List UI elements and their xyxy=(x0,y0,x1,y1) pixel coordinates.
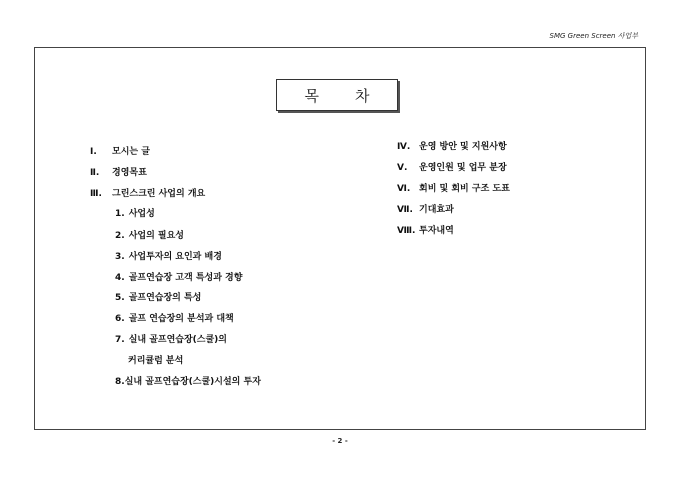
toc-title xyxy=(276,79,398,111)
toc-item: Ⅵ. 회비 및 회비 구조 도표 xyxy=(397,184,510,194)
toc-item: Ⅱ. 경영목표 xyxy=(90,168,147,178)
toc-title-left: 목 xyxy=(304,86,319,105)
toc-subitem: 8.실내 골프연습장(스쿨)시설의 투자 xyxy=(115,377,261,387)
toc-item: Ⅳ. 운영 방안 및 지원사항 xyxy=(397,142,507,152)
toc-subitem: 3. 사업투자의 요인과 배경 xyxy=(115,252,222,262)
page-number: - 2 - xyxy=(332,437,348,445)
toc-subitem: 4. 골프연습장 고객 특성과 경향 xyxy=(115,273,243,283)
toc-subitem-continued: 커리큘럼 분석 xyxy=(128,356,184,366)
toc-item: Ⅴ. 운영인원 및 업무 분장 xyxy=(397,163,507,173)
toc-item: Ⅲ. 그린스크린 사업의 개요 xyxy=(90,189,206,199)
toc-subitem: 2. 사업의 필요성 xyxy=(115,231,184,241)
toc-item: Ⅷ. 투자내역 xyxy=(397,226,454,236)
toc-item: Ⅰ. 모시는 글 xyxy=(90,147,150,157)
page-header: SMG Green Screen 사업부 xyxy=(549,32,638,40)
toc-subitem: 7. 실내 골프연습장(스쿨)의 xyxy=(115,335,227,345)
toc-subitem: 6. 골프 연습장의 분석과 대책 xyxy=(115,314,234,324)
toc-item: Ⅶ. 기대효과 xyxy=(397,205,454,215)
toc-title-right: 차 xyxy=(355,86,370,105)
toc-subitem: 5. 골프연습장의 특성 xyxy=(115,293,202,303)
toc-subitem: 1. 사업성 xyxy=(115,209,155,219)
